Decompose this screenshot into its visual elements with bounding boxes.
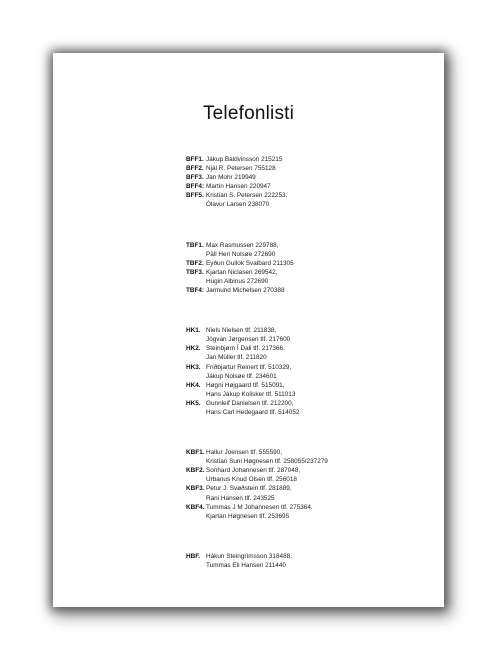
contact-group — [186, 448, 436, 521]
contact-line: Niels Nielsen tlf. 211838, — [206, 327, 277, 335]
contact-line: Steinbjørn Í Dali tlf. 217366, — [206, 345, 285, 353]
page-title: Telefonlisti — [202, 103, 295, 124]
contact-names — [206, 286, 285, 295]
contact-line: Jan Müller tlf. 211820 — [206, 354, 267, 362]
contact-line: Hans Carl Hedegaard tlf. 514052 — [206, 408, 300, 416]
contact-names — [206, 259, 294, 268]
contact-names — [206, 344, 285, 362]
contact-names — [206, 164, 276, 173]
phone-list — [186, 155, 436, 570]
contact-line: Rani Hansen tlf. 243525 — [206, 494, 275, 502]
team-code: HK3. — [186, 363, 201, 371]
list-item — [186, 268, 436, 286]
contact-line: Kjartan Høgnesen tlf. 253695 — [206, 512, 290, 520]
contact-names — [206, 155, 282, 164]
team-code: HK2. — [186, 345, 201, 353]
list-item — [186, 381, 436, 399]
contact-line: Jákup Nolsøe tlf. 234601 — [206, 372, 277, 380]
list-item — [186, 259, 436, 268]
team-code: BFF2. — [186, 165, 204, 173]
contact-names — [206, 399, 299, 417]
list-item — [186, 164, 436, 173]
team-code: HBF. — [186, 552, 201, 560]
contact-line: Tummas Eli Hansen 211440 — [206, 561, 286, 569]
contact-line: Fríðbjartur Reinert tlf. 510329, — [206, 363, 292, 371]
contact-names — [206, 466, 300, 484]
contact-line: Sonhard Johannesen tlf. 287048, — [206, 467, 301, 475]
list-item — [186, 399, 436, 417]
contact-line: Jarmund Michelsen 270388 — [206, 287, 285, 295]
contact-line: Petur J. Svøðstein tlf. 281889, — [206, 485, 292, 493]
contact-names — [206, 484, 292, 502]
contact-names — [206, 448, 328, 466]
team-code: TBF3. — [186, 268, 204, 276]
contact-line: Høgni Højgaard tlf. 515091, — [206, 381, 285, 389]
list-item — [186, 484, 436, 502]
list-item — [186, 155, 436, 164]
team-code: KBF2. — [186, 467, 205, 475]
contact-names — [206, 173, 256, 182]
list-item — [186, 363, 436, 381]
contact-names — [206, 503, 313, 521]
contact-line: Hákun Steingrímsson 318488, — [206, 552, 292, 560]
team-code: HK5. — [186, 399, 201, 407]
team-code: BFF1. — [186, 156, 204, 163]
team-code: HK4. — [186, 381, 201, 389]
team-code: TBF2. — [186, 259, 204, 267]
list-item — [186, 344, 436, 362]
team-code: TBF1. — [186, 241, 204, 249]
contact-group — [186, 241, 436, 296]
list-item — [186, 191, 436, 209]
contact-line: Kristian Suni Høgnesen tlf. 258055/237279 — [206, 458, 328, 466]
contact-names — [206, 191, 287, 209]
contact-group — [186, 552, 436, 570]
team-code: BFF3. — [186, 174, 204, 182]
contact-line: Eyðun Gullok Svalbard 211305 — [206, 259, 294, 267]
list-item — [186, 182, 436, 191]
contact-line: Ólavur Larsen 238070 — [206, 201, 270, 209]
list-item — [186, 241, 436, 259]
contact-names — [206, 268, 277, 286]
team-code: BFF4: — [186, 183, 205, 191]
list-item — [186, 173, 436, 182]
team-code: KBF3. — [186, 485, 205, 493]
contact-names — [206, 381, 295, 399]
contact-line: Jan Mohr 219949 — [206, 174, 256, 182]
contact-line: Max Rasmussen 229788, — [206, 241, 279, 249]
list-item — [186, 552, 436, 570]
team-code: BFF5. — [186, 192, 204, 200]
contact-line: Kristian S. Petersen 222253. — [206, 192, 288, 200]
team-code: KBF4. — [186, 503, 205, 511]
contact-line: Jákup Baldvinsson 215215 — [206, 156, 283, 163]
contact-names — [206, 241, 278, 259]
contact-line: Hugin Albinus 272690 — [206, 277, 269, 285]
contact-line: Hans Jákup Kolisker tlf. 511013 — [206, 390, 296, 398]
team-code: TBF4: — [186, 287, 205, 295]
contact-line: Tummas J M Johannesen tlf. 275364. — [206, 503, 313, 511]
contact-group — [186, 326, 436, 417]
document-page — [53, 53, 444, 607]
team-code: HK1. — [186, 327, 201, 335]
list-item — [186, 326, 436, 344]
contact-line: Gunnleif Danielsen tlf. 212200, — [206, 399, 294, 407]
contact-line: Kjartan Niclasen 269542, — [206, 268, 278, 276]
contact-names — [206, 326, 290, 344]
contact-line: Njál R. Petersen 755128 — [206, 165, 276, 173]
contact-names — [206, 552, 292, 570]
contact-line: Martin Hansen 220947 — [206, 183, 271, 191]
contact-names — [206, 363, 291, 381]
list-item — [186, 466, 436, 484]
team-code: KBF1. — [186, 449, 205, 457]
contact-line: Jógvan Jørgensen tlf. 217600 — [206, 336, 291, 344]
list-item — [186, 503, 436, 521]
list-item — [186, 286, 436, 295]
contact-line: Hallur Joensen tlf. 555590, — [206, 449, 283, 457]
list-item — [186, 448, 436, 466]
contact-group — [186, 155, 436, 210]
contact-names — [206, 182, 271, 191]
contact-line: Pàll Heri Nolsøe 272690 — [206, 250, 276, 258]
contact-line: Urbanus Knud Olsen tlf. 256018 — [206, 476, 297, 484]
